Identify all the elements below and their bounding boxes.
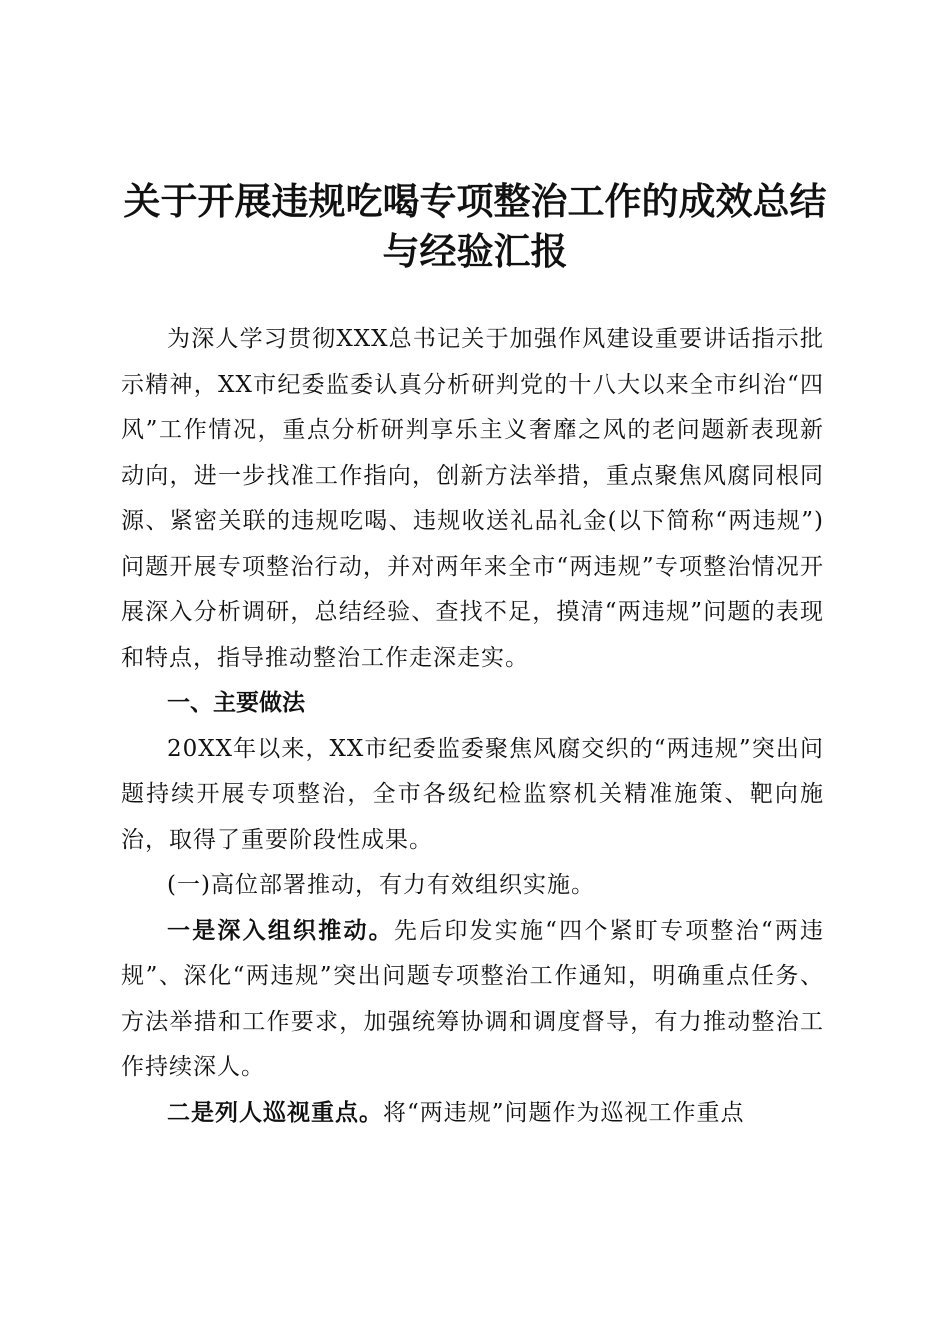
list-item-text: 先后印发实施“四个紧盯专项整治“两违规”、深化“两违规”突出问题专项整治工作通知，明确重点任务、方法举措和工作要求，加强统筹协调和调度督导，有力推动整治工作持续深人。 <box>121 917 824 1080</box>
list-item-paragraph <box>121 909 824 1091</box>
section-heading-main-practices: 一、主要做法 <box>167 690 305 716</box>
section-paragraph: 20XX年以来，XX市纪委监委聚焦风腐交织的“两违规”突出问题持续开展专项整治，全市各级纪检监察机关精准施策、靶向施治，取得了重要阶段性成果。 <box>121 735 824 853</box>
list-item-paragraph <box>121 1091 824 1137</box>
list-item-text: 将“两违规”问题作为巡视工作重点 <box>383 1099 745 1126</box>
intro-paragraph: 为深人学习贯彻XXX总书记关于加强作风建设重要讲话指示批示精神，XX市纪委监委认真分析研判党的十八大以来全市纠治“四风”工作情况，重点分析研判享乐主义奢靡之风的老问题新表现新动向，进一步找准工作指向，创新方法举措，重点聚焦风腐同根同源、紧密关联的违规吃喝、违规收送礼品礼金(以下简称“两违规”)问题开展专项整治行动，并对两年来全市“两违规”专项整治情况开展深入分析调研，总结经验、查找不足，摸清“两违规”问题的表现和特点，指导推动整治工作走深走实。 <box>121 326 824 671</box>
document-title: 关于开展违规吃喝专项整治工作的成效总结与经验汇报 <box>123 179 827 273</box>
list-item-lead: 二是列人巡视重点。 <box>167 1099 383 1126</box>
list-item-lead: 一是深入组织推动。 <box>167 917 394 944</box>
subsection-heading: (一)高位部署推动，有力有效组织实施。 <box>167 872 595 898</box>
document-body <box>121 317 824 1136</box>
